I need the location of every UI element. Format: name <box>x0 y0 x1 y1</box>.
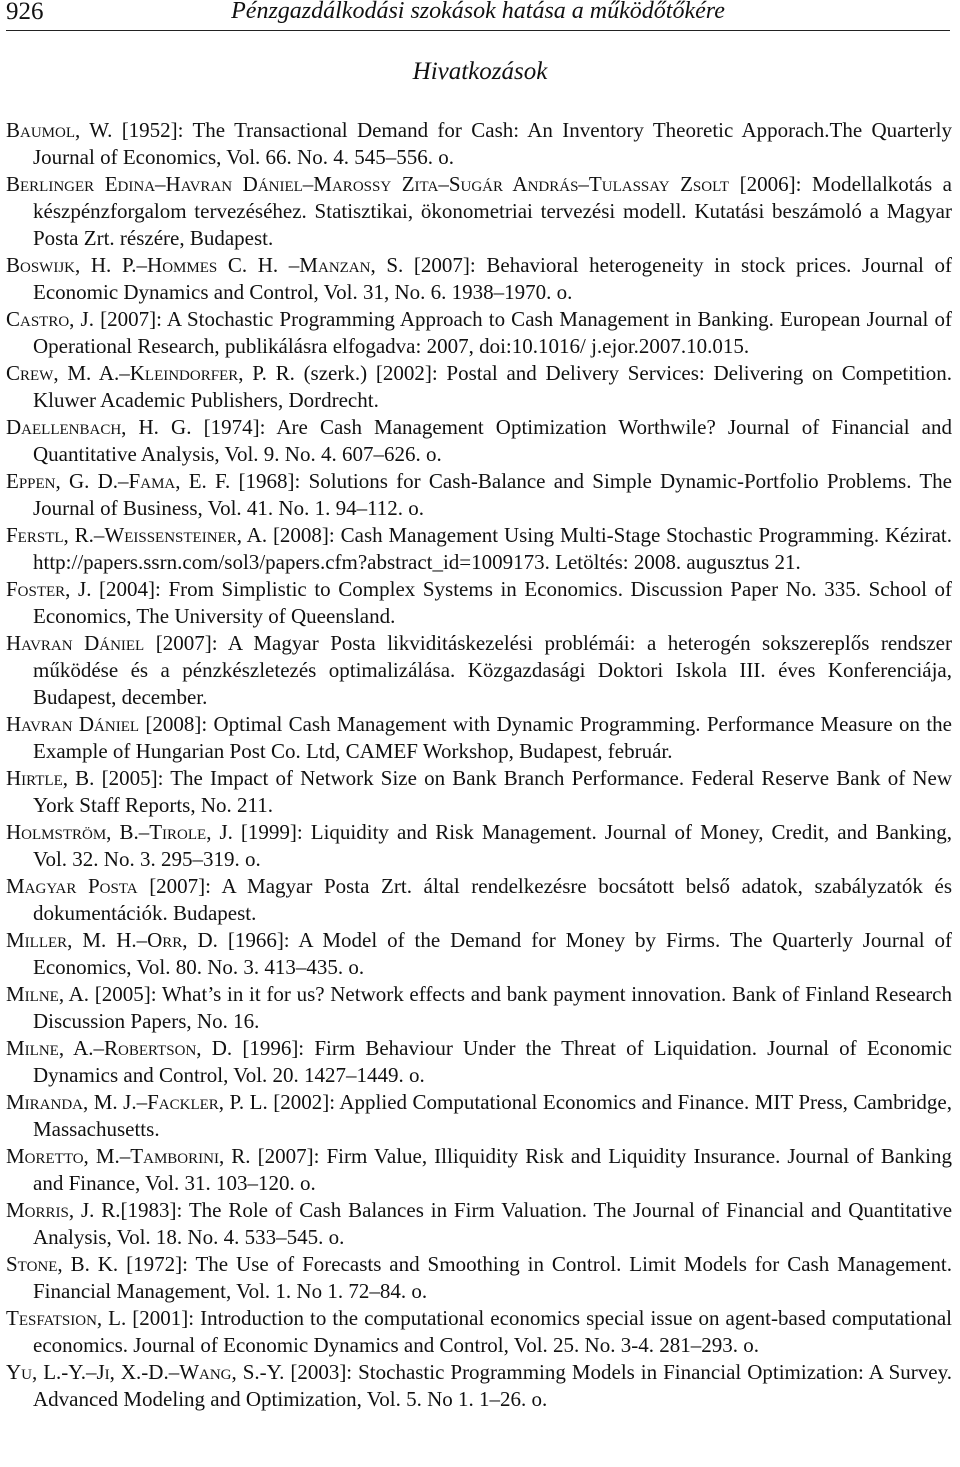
reference-details: [1968]: Solutions for Cash-Balance and Simple Dynamic-Portfolio Problems. The Journal of Business, Vol. 41. No. 1. 94–112. o. <box>33 469 952 520</box>
reference-entry <box>6 927 952 981</box>
reference-authors: Boswijk, H. P.–Hommes C. H. –Manzan, S. <box>6 253 404 277</box>
reference-authors: Milne, A.–Robertson, D. <box>6 1036 233 1060</box>
reference-entry <box>6 252 952 306</box>
reference-entry <box>6 630 952 711</box>
reference-authors: Havran Dániel <box>6 712 140 736</box>
reference-entry <box>6 522 952 576</box>
reference-details: [2007]: A Stochastic Programming Approach to Cash Management in Banking. European Journal of Operational Research, publikálásra elfogadva: 2007, doi:10.1016/ j.ejor.2007.10.015. <box>33 307 952 358</box>
reference-authors: Foster, J. <box>6 577 92 601</box>
reference-authors: Daellenbach, H. G. <box>6 415 192 439</box>
reference-entry <box>6 1305 952 1359</box>
reference-authors: Holmström, B.–Tirole, J. <box>6 820 233 844</box>
reference-details: [2007]: Firm Value, Illiquidity Risk and Liquidity Insurance. Journal of Banking and Finance, Vol. 31. 103–120. o. <box>33 1144 952 1195</box>
reference-authors: Ferstl, R.–Weissensteiner, A. <box>6 523 268 547</box>
reference-entry <box>6 117 952 171</box>
reference-entry <box>6 1089 952 1143</box>
reference-entry <box>6 981 952 1035</box>
reference-details: [1974]: Are Cash Management Optimization Worthwile? Journal of Financial and Quantitative Analysis, Vol. 9. No. 4. 607–626. o. <box>33 415 952 466</box>
reference-list <box>6 117 952 1413</box>
reference-entry <box>6 360 952 414</box>
section-title: Hivatkozások <box>412 58 548 85</box>
reference-details: [2003]: Stochastic Programming Models in Financial Optimization: A Survey. Advanced Modeling and Optimization, Vol. 5. No 1. 1–26. o. <box>33 1360 953 1411</box>
reference-details: [2005]: The Impact of Network Size on Bank Branch Performance. Federal Reserve Bank of New York Staff Reports, No. 211. <box>33 766 953 817</box>
reference-details: [2008]: Cash Management Using Multi-Stage Stochastic Programming. Kézirat. http://papers.ssrn.com/sol3/papers.cfm?abstract_id=1009173. Letöltés: 2008. augusztus 21. <box>33 523 952 574</box>
reference-details: [1966]: A Model of the Demand for Money by Firms. The Quarterly Journal of Economics, Vol. 80. No. 3. 413–435. o. <box>33 928 953 979</box>
reference-authors: Yu, L.-Y.–Ji, X.-D.–Wang, S.-Y. <box>6 1360 285 1384</box>
reference-entry <box>6 873 952 927</box>
reference-authors: Morris, J. R. <box>6 1198 121 1222</box>
reference-authors: Havran Dániel <box>6 631 145 655</box>
reference-details: [1952]: The Transactional Demand for Cash: An Inventory Theoretic Apporach.The Quarterly Journal of Economics, Vol. 66. No. 4. 545–556. o. <box>33 118 952 169</box>
page-number: 926 <box>6 0 44 25</box>
reference-authors: Crew, M. A.–Kleindorfer, P. R. <box>6 361 295 385</box>
reference-authors: Moretto, M.–Tamborini, R. <box>6 1144 251 1168</box>
reference-entry <box>6 306 952 360</box>
reference-authors: Berlinger Edina–Havran Dániel–Marossy Zita–Sugár András–Tulassay Zsolt <box>6 172 730 196</box>
reference-authors: Miller, M. H.–Orr, D. <box>6 928 218 952</box>
reference-details: [2006]: Modellalkotás a készpénzforgalom tervezéséhez. Statisztikai, ökonometriai tervezési modell. Kutatási beszámoló a Magyar Posta Zrt. részére, Budapest. <box>33 172 952 250</box>
reference-entry <box>6 1359 952 1413</box>
reference-authors: Baumol, W. <box>6 118 113 142</box>
reference-authors: Castro, J. <box>6 307 94 331</box>
running-header <box>6 0 950 31</box>
reference-entry <box>6 765 952 819</box>
reference-authors: Hirtle, B. <box>6 766 95 790</box>
reference-details: [1972]: The Use of Forecasts and Smoothing in Control. Limit Models for Cash Management. Financial Management, Vol. 1. No 1. 72–84. o. <box>33 1252 953 1303</box>
reference-details: [2005]: What’s in it for us? Network effects and bank payment innovation. Bank of Finland Research Discussion Papers, No. 16. <box>33 982 952 1033</box>
reference-details: [1996]: Firm Behaviour Under the Threat of Liquidation. Journal of Economic Dynamics and Control, Vol. 20. 1427–1449. o. <box>33 1036 952 1087</box>
reference-details: [2001]: Introduction to the computational economics special issue on agent-based computational economics. Journal of Economic Dynamics and Control, Vol. 25. No. 3-4. 281–293. o. <box>33 1306 952 1357</box>
reference-entry <box>6 576 952 630</box>
reference-entry <box>6 468 952 522</box>
reference-details: [1999]: Liquidity and Risk Management. Journal of Money, Credit, and Banking, Vol. 32. No. 3. 295–319. o. <box>33 820 952 871</box>
reference-authors: Stone, B. K. <box>6 1252 119 1276</box>
reference-details: (szerk.) [2002]: Postal and Delivery Services: Delivering on Competition. Kluwer Academic Publishers, Dordrecht. <box>33 361 952 412</box>
reference-entry <box>6 819 952 873</box>
reference-entry <box>6 171 952 252</box>
reference-details: [2004]: From Simplistic to Complex Systems in Economics. Discussion Paper No. 335. School of Economics, The University of Queensland. <box>33 577 952 628</box>
reference-authors: Magyar Posta <box>6 874 138 898</box>
reference-authors: Milne, A. <box>6 982 90 1006</box>
reference-entry <box>6 414 952 468</box>
reference-entry <box>6 1143 952 1197</box>
reference-details: [2007]: A Magyar Posta Zrt. által rendelkezésre bocsátott belső adatok, szabályzatók és dokumentációk. Budapest. <box>33 874 952 925</box>
reference-details: [2002]: Applied Computational Economics and Finance. MIT Press, Cambridge, Massachusetts. <box>33 1090 952 1141</box>
reference-details: [2007]: A Magyar Posta likviditáskezelési problémái: a heterogén sokszereplős rendszer működése és a pénzkészletezés optimalizálása. Közgazdasági Doktori Iskola III. éves Konferenciája, Budapest, december. <box>33 631 952 709</box>
reference-entry <box>6 711 952 765</box>
reference-authors: Miranda, M. J.–Fackler, P. L. <box>6 1090 268 1114</box>
reference-details: [1983]: The Role of Cash Balances in Firm Valuation. The Journal of Financial and Quantitative Analysis, Vol. 18. No. 4. 533–545. o. <box>33 1198 953 1249</box>
reference-details: [2007]: Behavioral heterogeneity in stock prices. Journal of Economic Dynamics and Control, Vol. 31, No. 6. 1938–1970. o. <box>33 253 952 304</box>
reference-entry <box>6 1251 952 1305</box>
reference-entry <box>6 1197 952 1251</box>
reference-authors: Tesfatsion, L. <box>6 1306 127 1330</box>
reference-details: [2008]: Optimal Cash Management with Dynamic Programming. Performance Measure on the Example of Hungarian Post Co. Ltd, CAMEF Workshop, Budapest, február. <box>33 712 952 763</box>
reference-authors: Eppen, G. D.–Fama, E. F. <box>6 469 231 493</box>
reference-entry <box>6 1035 952 1089</box>
running-title: Pénzgazdálkodási szokások hatása a működőtőkére <box>231 0 725 24</box>
